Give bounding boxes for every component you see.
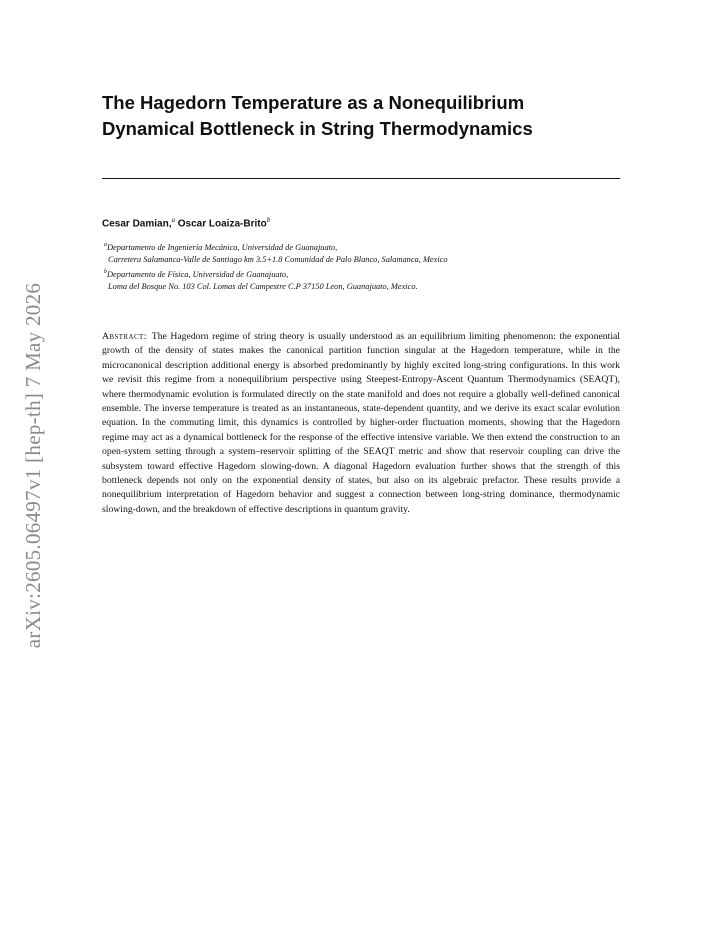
arxiv-stamp-text: arXiv:2605.06497v1 [hep-th] 7 May 2026 bbox=[21, 282, 46, 648]
arxiv-stamp bbox=[19, 260, 49, 670]
author-name: Cesar Damian, bbox=[102, 218, 172, 230]
affiliation-mark: b bbox=[104, 269, 107, 276]
affiliation-line bbox=[104, 239, 448, 254]
title-line-1: The Hagedorn Temperature as a Nonequilibrium bbox=[102, 92, 525, 113]
affiliation-line bbox=[104, 266, 448, 281]
abstract-label: Abstract: bbox=[102, 331, 147, 342]
abstract-text: The Hagedorn regime of string theory is usually understood as an equilibrium limiting phenomenon: the exponential growth of the density of states makes the canonical partition function singular at the Hagedorn temperature, while in the microcanonical description additional energy is absorbed predominantly by highly excited long-string configurations. In this work we revisit this regime from a nonequilibrium perspective using Steepest-Entropy-Ascent Quantum Thermodynamics (SEAQT), where thermodynamic evolution is formulated directly on the state manifold and does not require a globally well-defined canonical ensemble. The inverse temperature is treated as an instantaneous, state-dependent quantity, and we derive its exact scalar evolution equation. In the commuting limit, this dynamics is controlled by higher-order fluctuation moments, showing that the Hagedorn regime may act as a dynamical bottleneck for the response of the effective intensive variable. We then extend the construction to an open-system setting through a system–reservoir splitting of the SEAQT metric and show that reservoir coupling can drive the subsystem toward effective Hagedorn slowing-down. A diagonal Hagedorn evaluation further shows that the strength of this bottleneck depends not only on the exponential density of states, but also on its algebraic prefactor. These results provide a nonequilibrium interpretation of Hagedorn behavior and suggest a connection between long-string dominance, thermodynamic slowing-down, and the breakdown of effective descriptions in quantum gravity. bbox=[102, 331, 620, 515]
author-list bbox=[102, 216, 270, 229]
title-rule bbox=[102, 178, 620, 179]
abstract bbox=[102, 330, 620, 517]
author-affiliation-mark: b bbox=[266, 216, 271, 224]
author-affiliation-mark: a bbox=[171, 216, 175, 224]
affiliation-text: Departamento de Ingeniería Mecánica, Universidad de Guanajuato, bbox=[107, 242, 338, 252]
affiliation-list bbox=[104, 239, 448, 293]
author-name: Oscar Loaiza-Brito bbox=[177, 218, 267, 230]
affiliation-address: Loma del Bosque No. 103 Col. Lomas del Campestre C.P 37150 Leon, Guanajuato, Mexico. bbox=[108, 282, 418, 292]
paper-title bbox=[102, 90, 622, 142]
affiliation-text: Departamento de Física, Universidad de Guanajuato, bbox=[107, 270, 289, 279]
affiliation-address: Carretera Salamanca-Valle de Santiago km 3.5+1.8 Comunidad de Palo Blanco, Salamanca, Mexico bbox=[108, 255, 448, 264]
affiliation-mark: a bbox=[104, 242, 107, 248]
title-line-2: Dynamical Bottleneck in String Thermodynamics bbox=[102, 118, 533, 139]
